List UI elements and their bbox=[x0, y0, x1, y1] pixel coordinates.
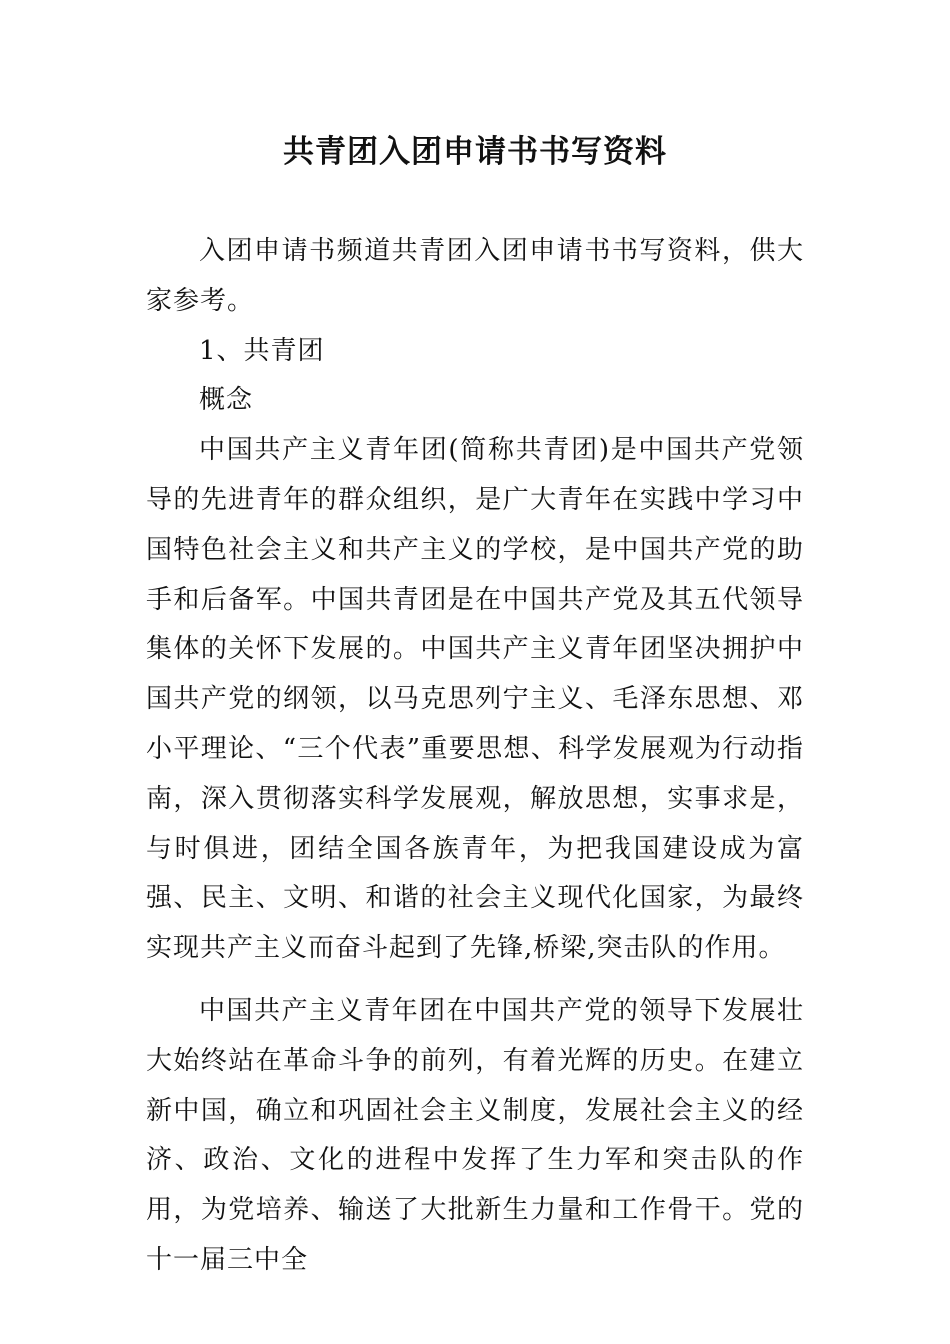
intro-paragraph: 入团申请书频道共青团入团申请书书写资料，供大家参考。 bbox=[146, 236, 804, 316]
concept-paragraph: 中国共产主义青年团(简称共青团)是中国共产党领导的先进青年的群众组织，是广大青年在实践中学习中国特色社会主义和共产主义的学校，是中国共产党的助手和后备军。中国共青团是在中国共产党及其五代领导集体的关怀下发展的。中国共产主义青年团坚决拥护中国共产党的纲领，以马克思列宁主义、毛泽东思想、邓小平理论、“三个代表”重要思想、科学发展观为行动指南，深入贯彻落实科学发展观，解放思想，实事求是，与时俱进，团结全国各族青年，为把我国建设成为富强、民主、文明、和谐的社会主义现代化国家，为最终实现共产主义而奋斗起到了先锋,桥梁,突击队的作用。 bbox=[146, 435, 804, 964]
subsection-heading: 概念 bbox=[199, 385, 254, 416]
history-paragraph: 中国共产主义青年团在中国共产党的领导下发展壮大始终站在革命斗争的前列，有着光辉的历史。在建立新中国，确立和巩固社会主义制度，发展社会主义的经济、政治、文化的进程中发挥了生力军和突击队的作用，为党培养、输送了大批新生力量和工作骨干。党的十一届三中全 bbox=[146, 995, 804, 1275]
section-heading: 1、共青团 bbox=[199, 335, 325, 366]
document-body bbox=[146, 227, 804, 1286]
document-title: 共青团入团申请书书写资料 bbox=[283, 134, 667, 170]
